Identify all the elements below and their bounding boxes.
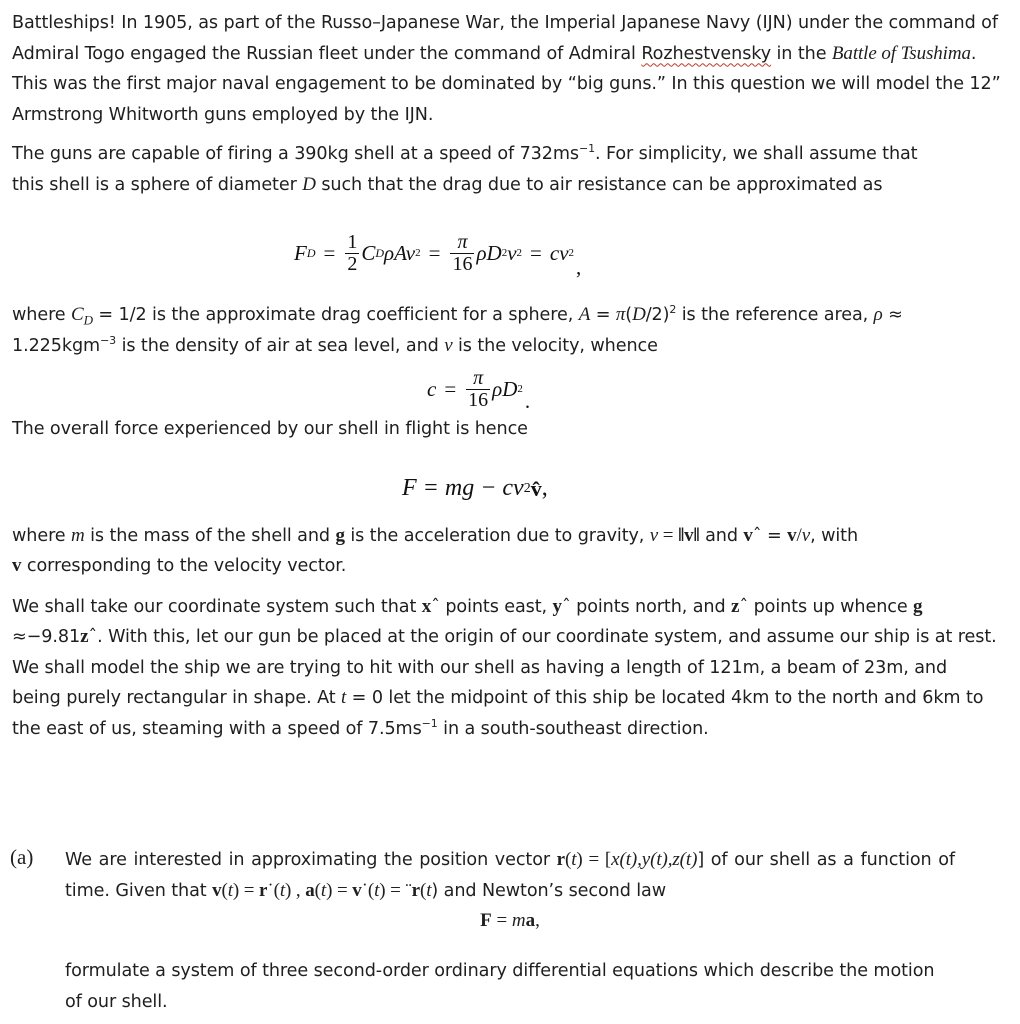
den: 2 — [347, 252, 358, 275]
eq-sign: = — [444, 376, 457, 401]
var-a: a — [525, 910, 536, 931]
var-g: g — [913, 595, 923, 617]
eq-v: v — [507, 240, 517, 265]
question-part-a — [10, 845, 970, 1017]
comma: , — [535, 910, 540, 931]
t: is the mass of the shell and — [84, 525, 336, 546]
norm-v: ‖v‖ — [678, 524, 700, 546]
part-a-body — [65, 845, 970, 1017]
t: is the reference area, — [676, 305, 874, 325]
eq-c: c — [427, 376, 437, 401]
hat: ˆ — [752, 525, 762, 546]
var-a: A — [578, 304, 591, 325]
t: = 1/2 is the approximate drag coefficient for a sphere, — [92, 305, 579, 325]
var-v: v — [212, 879, 222, 901]
var-t: t — [426, 879, 432, 901]
c-equation: c = $\frac{\pi}{16}$ ρD 2 . — [427, 366, 531, 413]
t: ) = — [326, 879, 353, 901]
var-t: t — [279, 879, 286, 901]
eq-cv: cv — [549, 240, 569, 265]
eq-body: F = mg − cv — [402, 475, 524, 501]
battle-name: Battle of Tsushima — [831, 42, 971, 64]
t: = — [658, 524, 679, 546]
unit-z: z — [731, 595, 740, 617]
den: 16 — [452, 252, 473, 275]
force-equation: F = mg − cv 2 v̂ , — [402, 475, 548, 501]
var-r: r — [556, 849, 565, 870]
t: is the velocity, whence — [452, 335, 658, 356]
var-d: D — [632, 304, 646, 325]
var-t: t — [341, 687, 347, 708]
t: in a south-southeast direction. — [437, 718, 709, 739]
hat: ˆ — [739, 596, 749, 617]
var-v-bold: v — [12, 555, 22, 576]
part-a-task: formulate a system of three second-order ordinary differential equations which describe the motion of our shell. — [65, 961, 935, 1012]
newton-law — [65, 906, 955, 936]
var-v-bold: v — [787, 524, 797, 546]
t: ˙( — [267, 879, 280, 901]
t: corresponding to the velocity vector. — [21, 556, 347, 576]
var-t: t — [227, 879, 233, 901]
t: and — [699, 525, 744, 546]
coordinate-system-paragraph — [12, 592, 997, 745]
t: points east, — [439, 596, 553, 617]
t: = 0 let the midpoint of this ship be located 4km to the north and 6km to the east of us, steaming with a speed of 7.5ms — [12, 688, 984, 739]
var-g: g — [335, 524, 345, 546]
var-r: r — [259, 879, 268, 901]
sub: D — [83, 312, 93, 328]
var-pi: π — [615, 304, 626, 325]
shell-paragraph — [12, 139, 942, 200]
eq-sign-2: = — [428, 240, 441, 265]
part-label: (a) — [10, 845, 34, 869]
var-r: r — [411, 879, 420, 901]
t: ) = [ — [576, 849, 612, 870]
t: is the density of air at sea level, and — [116, 335, 445, 356]
var-v: v — [352, 879, 362, 901]
intro-text-2: in the — [771, 43, 832, 64]
eq-rho-av: ρAv — [384, 240, 416, 265]
var-d: D — [302, 173, 316, 195]
eq: = — [491, 910, 512, 931]
t: ) and Newton’s second law — [431, 880, 667, 901]
eq-rho-d: ρD — [476, 240, 502, 265]
hat: ˆ — [561, 596, 571, 617]
t: ≈−9.81 — [12, 627, 81, 647]
den: 16 — [468, 388, 489, 411]
t: ] of our shell as a function of time. Given that — [65, 850, 955, 901]
hat: ˆ — [88, 627, 98, 647]
t: ) = — [232, 879, 260, 901]
t: /2) — [645, 305, 670, 325]
comma: , — [541, 475, 548, 501]
var-v: v — [649, 524, 659, 546]
exponent: −1 — [421, 716, 438, 730]
t: ≈ 1.225kgm — [12, 305, 903, 356]
num: π — [473, 366, 484, 389]
var-a: a — [305, 879, 315, 901]
shell-text-3: such that the drag due to air resistance can be approximated as — [315, 174, 883, 195]
t: ) , — [285, 879, 306, 901]
var-t: t — [320, 879, 327, 901]
eq-c: C — [361, 240, 376, 265]
intro-text-3: . This was the first major naval engagement to be dominated by “big guns.” In this question we will model the 12” Armstrong Whitworth guns employed by the IJN. — [12, 43, 1001, 125]
t: We shall take our coordinate system such that — [12, 596, 422, 617]
unit-z: z — [80, 626, 89, 647]
t: ( — [314, 879, 321, 901]
intro-text: Battleships! In 1905, as part of the Russo–Japanese War, the Imperial Japanese Navy (IJN) under the command of Admiral Togo engaged the Russian fleet under the command of Admiral — [12, 13, 998, 64]
var-v: v — [444, 334, 453, 356]
shell-text-2: . For simplicity, we shall assume that this shell is a sphere of diameter — [12, 144, 918, 195]
t: We are interested in approximating the position vector — [65, 850, 557, 870]
intro-paragraph — [12, 8, 1002, 130]
drag-equation: F D = $\frac{1}{2}$ C D ρAv 2 = $\frac{\pi}{16}$ ρD 2 v 2 = cv 2 , — [294, 230, 582, 279]
document-page — [12, 8, 1008, 744]
exponent: −3 — [100, 333, 117, 347]
drag-params-paragraph — [12, 300, 1002, 361]
mass-gravity-paragraph — [12, 521, 1002, 582]
var-m: m — [511, 910, 526, 931]
part-a-question — [65, 845, 955, 906]
exponent: −1 — [578, 142, 595, 156]
fraction-pi-16 — [450, 232, 474, 275]
t: ( — [420, 879, 427, 901]
t: = — [761, 525, 788, 546]
var-rho: ρ — [873, 304, 883, 325]
var-m: m — [71, 524, 85, 546]
t: is the acceleration due to gravity, — [344, 525, 650, 546]
t: points up whence — [748, 596, 914, 617]
spellcheck-word: Rozhestvensky — [641, 43, 772, 64]
period: . — [524, 388, 531, 413]
exponent: 2 — [669, 303, 677, 317]
num: π — [457, 230, 468, 253]
t: ) = ¨ — [379, 879, 412, 901]
fraction-pi-16 — [466, 368, 490, 411]
var-v-hat: v — [743, 524, 753, 546]
fraction-half — [345, 232, 359, 275]
t: ( — [565, 849, 572, 870]
eq-sign-3: = — [530, 240, 542, 265]
hat: ˆ — [431, 596, 440, 617]
var-v: v — [801, 524, 811, 546]
var-t: t — [374, 879, 380, 901]
t: . With this, let our gun be placed at the origin of our coordinate system, and assume our ship is at rest. We shall model the ship we are trying to hit with our shell as having a length of 121m, a beam of 23m, and being purely rectangular in shape. At — [12, 627, 997, 708]
unit-y: y — [552, 595, 562, 617]
t: ( — [221, 879, 228, 901]
unit-x: x — [421, 595, 432, 617]
var-cd: C — [71, 304, 84, 325]
eq-sign: = — [323, 240, 336, 265]
t: where — [12, 525, 72, 546]
var-t: t — [571, 849, 577, 870]
eq-rho-d: ρD — [492, 376, 518, 401]
t: = — [590, 305, 616, 325]
comma: , — [576, 254, 582, 279]
eq-f: F — [294, 240, 307, 265]
v-hat: v̂ — [530, 475, 542, 501]
num: 1 — [347, 230, 358, 253]
t: points north, and — [570, 596, 732, 617]
slash: / — [796, 524, 802, 546]
var-f: F — [480, 910, 492, 931]
overall-force-paragraph: The overall force experienced by our shell in flight is hence — [12, 419, 528, 439]
components: x(t),y(t),z(t) — [611, 849, 698, 870]
t: where — [12, 305, 72, 325]
t: , with — [810, 525, 858, 546]
t: ( — [625, 305, 633, 325]
shell-text: The guns are capable of firing a 390kg shell at a speed of 732ms — [12, 144, 579, 164]
t: ˙( — [361, 879, 375, 901]
